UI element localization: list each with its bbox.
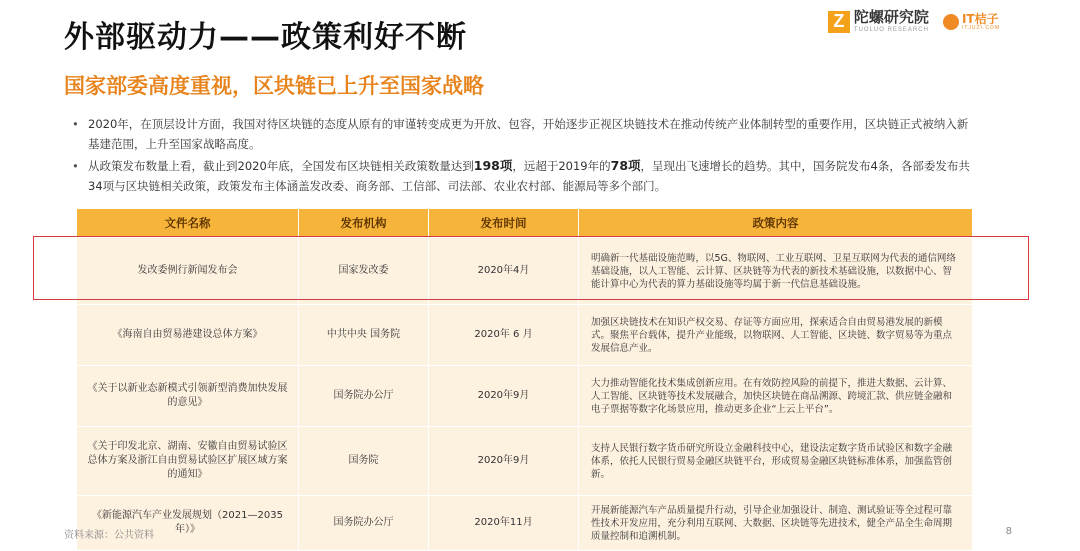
column-header-name: 文件名称	[77, 209, 299, 238]
highlight-box	[33, 236, 1029, 300]
page-number: 8	[1005, 526, 1012, 537]
orange-dot-icon	[943, 14, 959, 30]
source-note: 资料来源：公共资料	[64, 530, 154, 541]
itjuzi-logo-en: ITJUZI.COM	[961, 24, 1000, 31]
table-row	[77, 427, 973, 496]
table-row	[77, 305, 973, 366]
cell-date: 2020年9月	[429, 427, 579, 496]
cell-name: 发改委例行新闻发布会	[77, 238, 299, 305]
cell-date: 2020年11月	[429, 496, 579, 551]
policy-count-2019: 78项	[610, 158, 641, 173]
page-title: 外部驱动力——政策利好不断	[64, 20, 467, 55]
cell-org: 国务院办公厅	[299, 366, 429, 427]
cell-name: 《新能源汽车产业发展规划（2021—2035年）》	[77, 496, 299, 551]
cell-org: 国务院	[299, 427, 429, 496]
column-header-org: 发布机构	[299, 209, 429, 238]
table-header-row	[77, 209, 973, 238]
cell-content: 开展新能源汽车产品质量提升行动，引导企业加强设计、制造、测试验证等全过程可靠性技术开发应用，充分利用互联网、大数据、区块链等先进技术，健全产品全生命周期质量控制和追溯机制。	[579, 496, 973, 551]
cell-date: 2020年9月	[429, 366, 579, 427]
tuoluo-logo-en: TUOLUO RESEARCH	[853, 27, 929, 33]
tuoluo-logo-mark: Z	[828, 11, 850, 33]
cell-org: 中共中央 国务院	[299, 305, 429, 366]
table-row	[77, 366, 973, 427]
cell-date: 2020年 6 月	[429, 305, 579, 366]
itjuzi-logo-name: IT桔子	[961, 11, 999, 26]
bullet-text: 2020年，在顶层设计方面，我国对待区块链的态度从原有的审谨转变成更为开放、包容，开始逐步正视区块链技术在推动传统产业体制转型的重要作用，区块链正式被纳入新基建范围，上升至国家战略高度。	[88, 117, 969, 151]
bullet-text: 从政策发布数量上看，截止到2020年底，全国发布区块链相关政策数量达到	[88, 159, 474, 173]
bullet-list	[72, 114, 972, 198]
cell-content: 加强区块链技术在知识产权交易、存证等方面应用，探索适合自由贸易港发展的新模式。聚焦平台载体，提升产业能级，以物联网、人工智能、区块链、数字贸易等为重点发展信息产业。	[579, 305, 973, 366]
policy-count-2020: 198项	[473, 158, 513, 173]
cell-name: 《海南自由贸易港建设总体方案》	[77, 305, 299, 366]
bullet-item	[72, 114, 972, 154]
cell-content: 大力推动智能化技术集成创新应用。在有效防控风险的前提下，推进大数据、云计算、人工智能、区块链等技术发展融合，加快区块链在商品溯源、跨境汇款、供应链金融和电子票据等数字化场景应用，推动更多企业“上云上平台”。	[579, 366, 973, 427]
cell-name: 《关于印发北京、湖南、安徽自由贸易试验区总体方案及浙江自由贸易试验区扩展区域方案的通知》	[77, 427, 299, 496]
cell-date: 2020年4月	[429, 238, 579, 305]
column-header-date: 发布时间	[429, 209, 579, 238]
cell-content: 支持人民银行数字货币研究所设立金融科技中心，建设法定数字货币试验区和数字金融体系，依托人民银行贸易金融区块链平台，形成贸易金融区块链标准体系，加强监管创新。	[579, 427, 973, 496]
itjuzi-logo	[943, 13, 1000, 31]
tuoluo-logo	[828, 10, 929, 33]
column-header-content: 政策内容	[579, 209, 973, 238]
table-row	[77, 496, 973, 551]
section-subtitle: 国家部委高度重视，区块链已上升至国家战略	[64, 74, 484, 98]
cell-content: 明确新一代基础设施范畴，以5G、物联网、工业互联网、卫星互联网为代表的通信网络基础设施，以人工智能、云计算、区块链等为代表的新技术基础设施，以数据中心、智能计算中心为代表的算力基础设施等均属于新一代信息基础设施。	[579, 238, 973, 305]
tuoluo-logo-name: 陀螺研究院	[853, 8, 929, 26]
bullet-text: ，远超于2019年的	[512, 159, 611, 173]
logo-group	[828, 10, 1000, 33]
bullet-text: ，呈现出飞速增长的趋势。其中，国务院发布4条，各部委发布共34项与区块链相关政策，政策发布主体涵盖发改委、商务部、工信部、司法部、农业农村部、能源局等多个部门。	[88, 159, 970, 193]
cell-org: 国务院办公厅	[299, 496, 429, 551]
cell-name: 《关于以新业态新模式引领新型消费加快发展的意见》	[77, 366, 299, 427]
bullet-item	[72, 156, 972, 196]
cell-org: 国家发改委	[299, 238, 429, 305]
